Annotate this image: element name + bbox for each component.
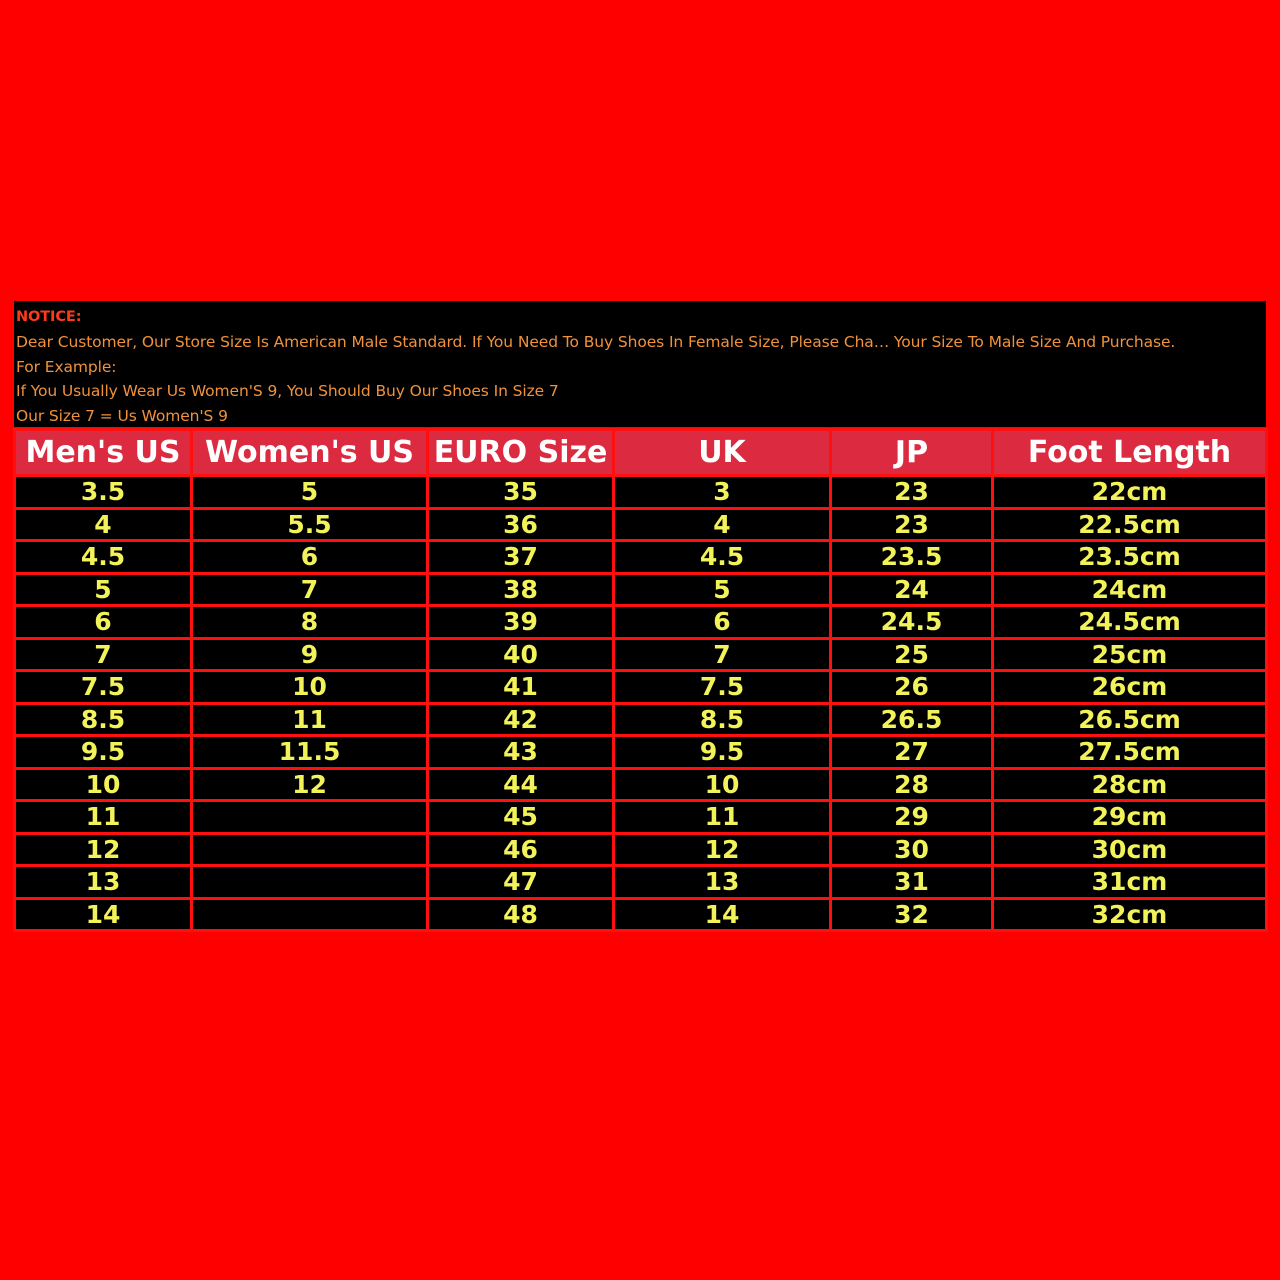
cell-womens-us: 7: [192, 573, 428, 606]
cell-mens-us: 10: [15, 768, 192, 801]
header-mens-us: Men's US: [15, 430, 192, 476]
cell-uk: 5: [614, 573, 831, 606]
cell-euro-size: 39: [428, 606, 614, 639]
cell-womens-us: 11.5: [192, 736, 428, 769]
table-row: [15, 508, 1267, 541]
cell-uk: 7.5: [614, 671, 831, 704]
cell-mens-us: 11: [15, 801, 192, 834]
cell-euro-size: 37: [428, 541, 614, 574]
cell-womens-us: 8: [192, 606, 428, 639]
cell-mens-us: 7: [15, 638, 192, 671]
cell-euro-size: 40: [428, 638, 614, 671]
cell-mens-us: 5: [15, 573, 192, 606]
cell-euro-size: 36: [428, 508, 614, 541]
table-row: [15, 898, 1267, 931]
header-foot-length: Foot Length: [993, 430, 1267, 476]
cell-jp: 24.5: [831, 606, 993, 639]
table-row: [15, 638, 1267, 671]
cell-foot-length: 22.5cm: [993, 508, 1267, 541]
cell-womens-us: [192, 833, 428, 866]
cell-jp: 25: [831, 638, 993, 671]
table-row: [15, 833, 1267, 866]
cell-foot-length: 31cm: [993, 866, 1267, 899]
cell-euro-size: 38: [428, 573, 614, 606]
cell-mens-us: 13: [15, 866, 192, 899]
cell-uk: 4: [614, 508, 831, 541]
table-row: [15, 768, 1267, 801]
cell-foot-length: 26.5cm: [993, 703, 1267, 736]
size-table: [13, 428, 1268, 932]
cell-jp: 23: [831, 476, 993, 509]
cell-jp: 24: [831, 573, 993, 606]
cell-euro-size: 45: [428, 801, 614, 834]
table-row: [15, 606, 1267, 639]
cell-foot-length: 26cm: [993, 671, 1267, 704]
cell-uk: 10: [614, 768, 831, 801]
cell-foot-length: 29cm: [993, 801, 1267, 834]
cell-uk: 9.5: [614, 736, 831, 769]
cell-foot-length: 25cm: [993, 638, 1267, 671]
cell-mens-us: 9.5: [15, 736, 192, 769]
header-womens-us: Women's US: [192, 430, 428, 476]
header-euro-size: EURO Size: [428, 430, 614, 476]
notice-line: For Example:: [16, 357, 117, 376]
cell-foot-length: 27.5cm: [993, 736, 1267, 769]
cell-foot-length: 32cm: [993, 898, 1267, 931]
table-row: [15, 703, 1267, 736]
cell-foot-length: 24.5cm: [993, 606, 1267, 639]
cell-uk: 6: [614, 606, 831, 639]
cell-womens-us: 5.5: [192, 508, 428, 541]
cell-uk: 8.5: [614, 703, 831, 736]
cell-euro-size: 35: [428, 476, 614, 509]
cell-womens-us: 6: [192, 541, 428, 574]
cell-womens-us: [192, 866, 428, 899]
cell-womens-us: 12: [192, 768, 428, 801]
cell-euro-size: 47: [428, 866, 614, 899]
notice-line: If You Usually Wear Us Women'S 9, You Should Buy Our Shoes In Size 7: [16, 382, 559, 401]
cell-foot-length: 22cm: [993, 476, 1267, 509]
notice-line: Our Size 7 = Us Women'S 9: [16, 407, 228, 426]
cell-jp: 32: [831, 898, 993, 931]
cell-jp: 28: [831, 768, 993, 801]
cell-uk: 11: [614, 801, 831, 834]
cell-foot-length: 24cm: [993, 573, 1267, 606]
table-row: [15, 736, 1267, 769]
cell-womens-us: 9: [192, 638, 428, 671]
cell-jp: 31: [831, 866, 993, 899]
cell-euro-size: 42: [428, 703, 614, 736]
cell-mens-us: 4.5: [15, 541, 192, 574]
notice-box: [14, 301, 1266, 427]
cell-jp: 23: [831, 508, 993, 541]
table-row: [15, 866, 1267, 899]
cell-uk: 12: [614, 833, 831, 866]
cell-womens-us: 10: [192, 671, 428, 704]
cell-euro-size: 44: [428, 768, 614, 801]
cell-mens-us: 8.5: [15, 703, 192, 736]
cell-uk: 4.5: [614, 541, 831, 574]
header-jp: JP: [831, 430, 993, 476]
cell-jp: 29: [831, 801, 993, 834]
cell-mens-us: 7.5: [15, 671, 192, 704]
cell-mens-us: 4: [15, 508, 192, 541]
cell-womens-us: [192, 801, 428, 834]
cell-foot-length: 28cm: [993, 768, 1267, 801]
cell-mens-us: 12: [15, 833, 192, 866]
cell-uk: 7: [614, 638, 831, 671]
cell-foot-length: 30cm: [993, 833, 1267, 866]
table-row: [15, 801, 1267, 834]
cell-mens-us: 14: [15, 898, 192, 931]
cell-mens-us: 6: [15, 606, 192, 639]
cell-uk: 13: [614, 866, 831, 899]
cell-uk: 3: [614, 476, 831, 509]
cell-euro-size: 48: [428, 898, 614, 931]
notice-line: Dear Customer, Our Store Size Is American Male Standard. If You Need To Buy Shoes In Female Size, Please Cha… Your Size To Male Size And Purchase.: [16, 332, 1176, 351]
cell-jp: 23.5: [831, 541, 993, 574]
table-row: [15, 671, 1267, 704]
cell-foot-length: 23.5cm: [993, 541, 1267, 574]
table-row: [15, 476, 1267, 509]
cell-womens-us: 5: [192, 476, 428, 509]
header-uk: UK: [614, 430, 831, 476]
table-row: [15, 541, 1267, 574]
cell-euro-size: 46: [428, 833, 614, 866]
cell-jp: 26: [831, 671, 993, 704]
table-body: [15, 476, 1267, 931]
table-header-row: [15, 430, 1267, 476]
cell-jp: 30: [831, 833, 993, 866]
cell-euro-size: 43: [428, 736, 614, 769]
cell-womens-us: [192, 898, 428, 931]
notice-title: NOTICE:: [16, 309, 82, 325]
cell-uk: 14: [614, 898, 831, 931]
cell-jp: 27: [831, 736, 993, 769]
table-row: [15, 573, 1267, 606]
cell-euro-size: 41: [428, 671, 614, 704]
cell-mens-us: 3.5: [15, 476, 192, 509]
cell-womens-us: 11: [192, 703, 428, 736]
cell-jp: 26.5: [831, 703, 993, 736]
